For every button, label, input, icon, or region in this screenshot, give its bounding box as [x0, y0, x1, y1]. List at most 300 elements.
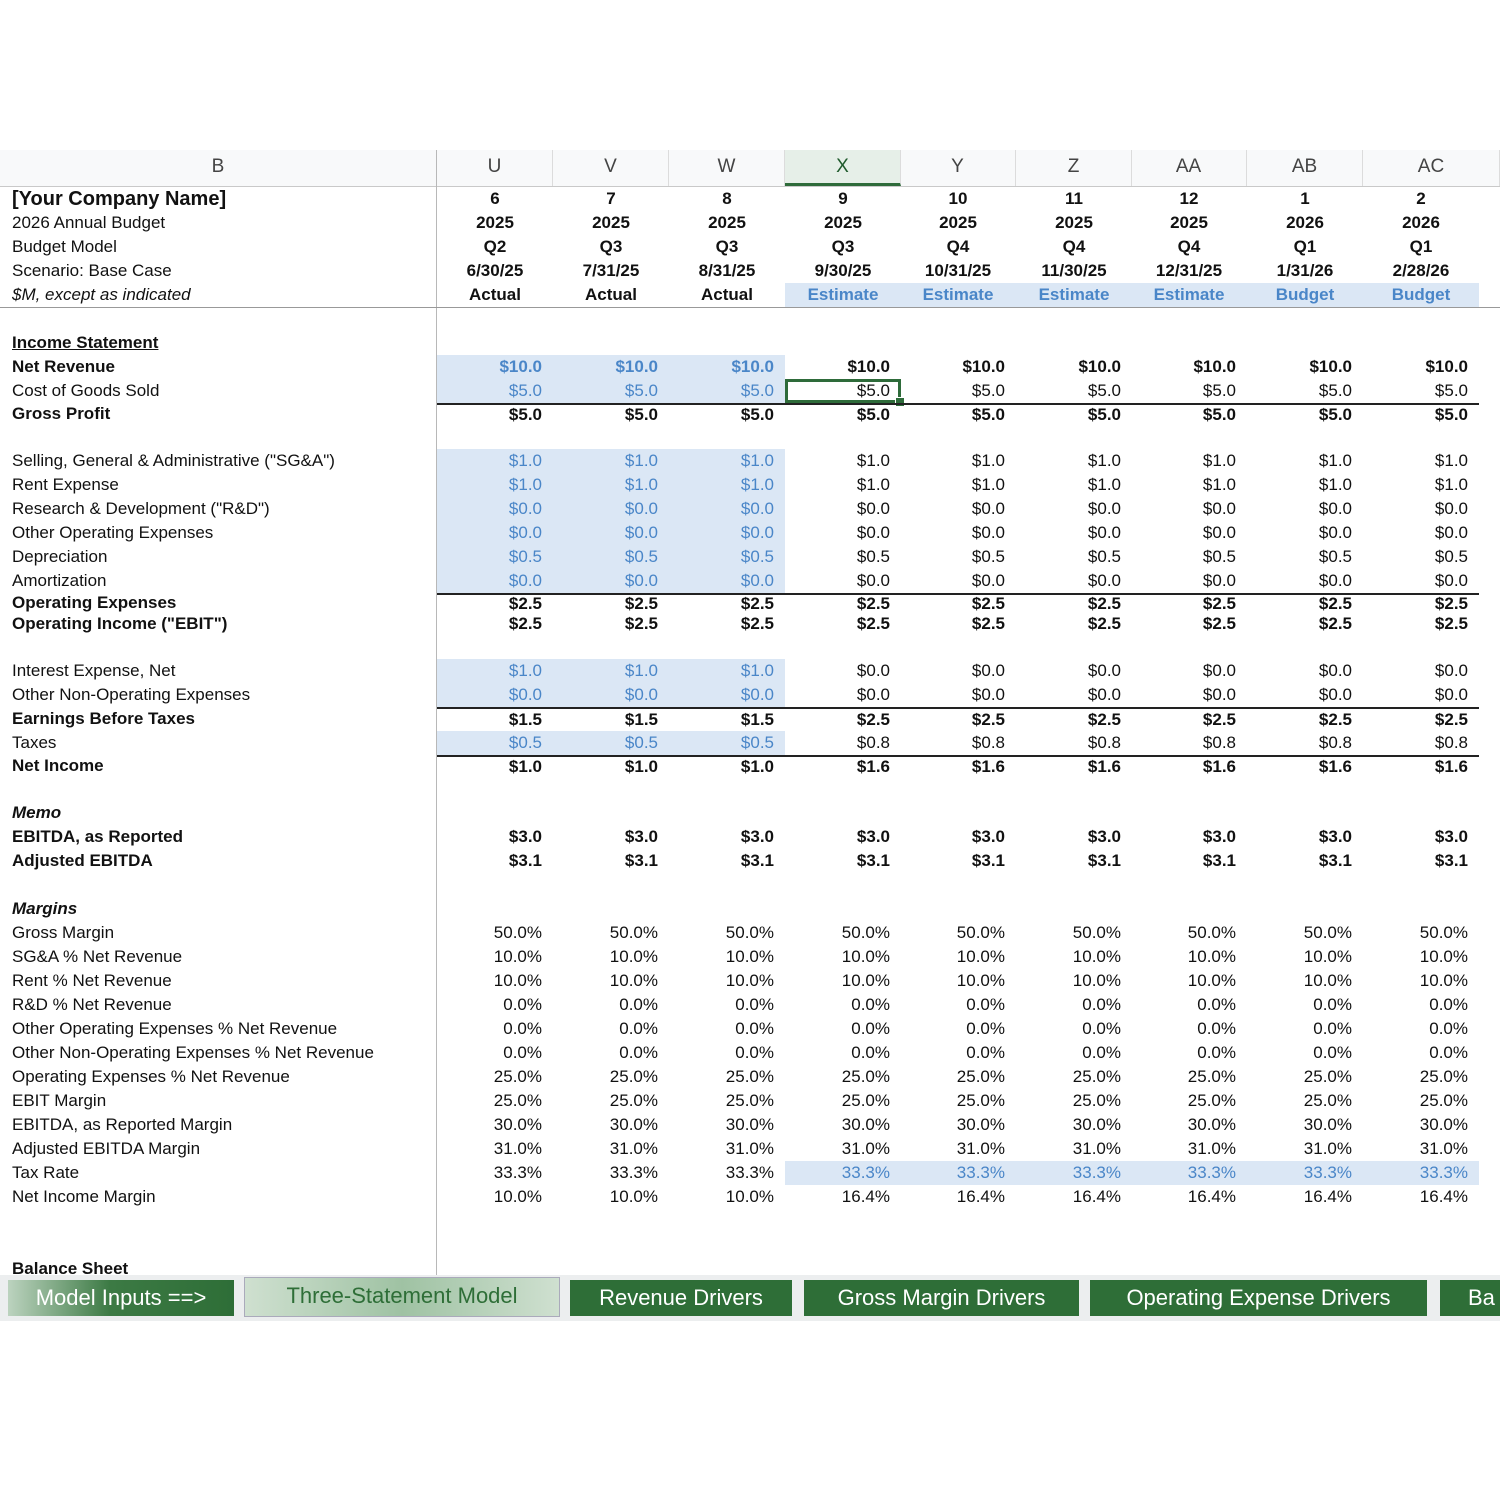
row-label[interactable]: Gross Profit: [12, 404, 111, 423]
cell-value[interactable]: 10.0%: [493, 1187, 542, 1206]
period-date[interactable]: 2/28/26: [1392, 261, 1450, 280]
period-type[interactable]: Actual: [585, 285, 637, 304]
cell-value[interactable]: $0.5: [856, 547, 890, 566]
section-title[interactable]: Income Statement: [12, 333, 159, 352]
cell-value[interactable]: $1.0: [669, 473, 785, 497]
title-line[interactable]: 2026 Annual Budget: [12, 213, 166, 232]
row-label[interactable]: Operating Expenses: [12, 593, 177, 612]
cell-value[interactable]: $0.0: [971, 685, 1005, 704]
cell-value[interactable]: 50.0%: [956, 923, 1005, 942]
cell-value[interactable]: $0.5: [1318, 547, 1352, 566]
cell-value[interactable]: 10.0%: [609, 947, 658, 966]
cell-value[interactable]: $2.5: [1016, 593, 1132, 613]
cell-value[interactable]: $0.8: [1202, 733, 1236, 752]
cell-value[interactable]: $1.0: [1202, 451, 1236, 470]
cell-value[interactable]: $2.5: [1318, 614, 1352, 633]
period-year[interactable]: 2025: [1170, 213, 1208, 232]
cell-value[interactable]: 31.0%: [609, 1139, 658, 1158]
cell-value[interactable]: $1.0: [971, 451, 1005, 470]
cell-value[interactable]: $0.0: [971, 523, 1005, 542]
cell-value[interactable]: 31.0%: [1187, 1139, 1236, 1158]
cell-value[interactable]: 33.3%: [1363, 1161, 1479, 1185]
cell-value[interactable]: 0.0%: [1429, 1043, 1468, 1062]
cell-value[interactable]: 10.0%: [493, 971, 542, 990]
row-label[interactable]: Other Operating Expenses % Net Revenue: [12, 1019, 338, 1038]
cell-value[interactable]: $1.0: [553, 473, 669, 497]
cell-value[interactable]: 50.0%: [725, 923, 774, 942]
period-type[interactable]: Estimate: [900, 283, 1016, 307]
cell-value[interactable]: 10.0%: [1072, 947, 1121, 966]
period-type[interactable]: Budget: [1247, 283, 1363, 307]
cell-value[interactable]: 0.0%: [503, 995, 542, 1014]
cell-value[interactable]: $1.0: [669, 449, 785, 473]
row-label[interactable]: Tax Rate: [12, 1163, 80, 1182]
column-header-ab[interactable]: AB: [1247, 150, 1363, 186]
period-month[interactable]: 8: [722, 189, 732, 208]
row-label[interactable]: Operating Income ("EBIT"): [12, 614, 228, 633]
cell-value[interactable]: 0.0%: [966, 995, 1005, 1014]
cell-value[interactable]: 16.4%: [956, 1187, 1005, 1206]
cell-value[interactable]: $2.5: [1131, 593, 1247, 613]
cell-value[interactable]: $3.0: [1318, 827, 1352, 846]
cell-value[interactable]: $0.5: [669, 731, 785, 755]
cell-value[interactable]: $3.1: [1087, 851, 1121, 870]
cell-value[interactable]: 0.0%: [735, 1043, 774, 1062]
cell-value[interactable]: $0.0: [1202, 523, 1236, 542]
section-title[interactable]: Memo: [12, 803, 62, 822]
cell-value[interactable]: $5.0: [1202, 381, 1236, 400]
cell-value[interactable]: 16.4%: [1187, 1187, 1236, 1206]
cell-value[interactable]: $0.0: [437, 683, 553, 707]
cell-value[interactable]: 0.0%: [1082, 995, 1121, 1014]
column-header-x[interactable]: X: [785, 150, 901, 186]
cell-value[interactable]: $3.1: [1434, 851, 1468, 870]
cell-value[interactable]: $0.0: [553, 683, 669, 707]
cell-value[interactable]: $5.0: [1087, 381, 1121, 400]
cell-value[interactable]: $2.5: [1363, 707, 1479, 731]
cell-value[interactable]: $10.0: [1425, 357, 1468, 376]
row-label[interactable]: Rent Expense: [12, 475, 119, 494]
period-date[interactable]: 11/30/25: [1041, 261, 1107, 280]
cell-value[interactable]: $10.0: [669, 355, 785, 379]
cell-value[interactable]: 10.0%: [609, 1187, 658, 1206]
period-type[interactable]: Actual: [701, 285, 753, 304]
cell-value[interactable]: $2.5: [900, 593, 1016, 613]
sheet-tab-gross-margin-drivers[interactable]: Gross Margin Drivers: [804, 1280, 1079, 1316]
cell-value[interactable]: $0.0: [1318, 661, 1352, 680]
column-header-y[interactable]: Y: [900, 150, 1016, 186]
cell-value[interactable]: 0.0%: [619, 1019, 658, 1038]
cell-value[interactable]: 33.3%: [725, 1163, 774, 1182]
cell-value[interactable]: 10.0%: [493, 947, 542, 966]
title-line[interactable]: $M, except as indicated: [12, 285, 191, 304]
cell-value[interactable]: $0.0: [856, 571, 890, 590]
cell-value[interactable]: $0.0: [1202, 499, 1236, 518]
cell-value[interactable]: $2.5: [785, 593, 901, 613]
cell-value[interactable]: 0.0%: [1082, 1019, 1121, 1038]
sheet-tab-ba[interactable]: Ba: [1440, 1280, 1500, 1316]
row-label[interactable]: Adjusted EBITDA Margin: [12, 1139, 201, 1158]
cell-value[interactable]: $0.0: [1087, 499, 1121, 518]
cell-value[interactable]: $1.0: [437, 473, 553, 497]
cell-value[interactable]: 25.0%: [841, 1067, 890, 1086]
row-label[interactable]: Adjusted EBITDA: [12, 851, 153, 870]
cell-value[interactable]: 30.0%: [725, 1115, 774, 1134]
cell-value[interactable]: $0.8: [856, 733, 890, 752]
cell-value[interactable]: $5.0: [1318, 381, 1352, 400]
cell-value[interactable]: 33.3%: [1247, 1161, 1363, 1185]
cell-value[interactable]: $10.0: [1078, 357, 1121, 376]
cell-value[interactable]: 30.0%: [841, 1115, 890, 1134]
column-header-aa[interactable]: AA: [1131, 150, 1247, 186]
cell-value[interactable]: $2.5: [1434, 614, 1468, 633]
cell-value[interactable]: $0.0: [1087, 571, 1121, 590]
cell-value[interactable]: $5.0: [785, 379, 901, 403]
cell-value[interactable]: $0.0: [971, 661, 1005, 680]
cell-value[interactable]: 25.0%: [1072, 1091, 1121, 1110]
cell-value[interactable]: $1.0: [856, 451, 890, 470]
company-name[interactable]: [Your Company Name]: [12, 187, 227, 210]
sheet-tab-model-inputs[interactable]: Model Inputs ==>: [8, 1280, 234, 1316]
column-header-z[interactable]: Z: [1016, 150, 1132, 186]
cell-value[interactable]: 33.3%: [609, 1163, 658, 1182]
cell-value[interactable]: $1.0: [971, 475, 1005, 494]
cell-value[interactable]: $2.5: [1087, 614, 1121, 633]
cell-value[interactable]: $5.0: [437, 379, 553, 403]
sheet-tab-revenue-drivers[interactable]: Revenue Drivers: [570, 1280, 792, 1316]
cell-value[interactable]: $3.0: [1434, 827, 1468, 846]
cell-value[interactable]: $0.8: [971, 733, 1005, 752]
cell-value[interactable]: 25.0%: [1303, 1067, 1352, 1086]
period-month[interactable]: 12: [1179, 189, 1199, 208]
cell-value[interactable]: 25.0%: [1419, 1091, 1468, 1110]
cell-value[interactable]: 0.0%: [1197, 995, 1236, 1014]
cell-value[interactable]: 0.0%: [1197, 1019, 1236, 1038]
period-date[interactable]: 9/30/25: [814, 261, 872, 280]
cell-value[interactable]: $1.0: [1318, 451, 1352, 470]
period-year[interactable]: 2025: [1055, 213, 1093, 232]
cell-value[interactable]: 25.0%: [493, 1091, 542, 1110]
cell-value[interactable]: 31.0%: [956, 1139, 1005, 1158]
column-header-ac[interactable]: AC: [1363, 150, 1500, 186]
cell-value[interactable]: 30.0%: [956, 1115, 1005, 1134]
cell-value[interactable]: 31.0%: [493, 1139, 542, 1158]
cell-value[interactable]: $3.0: [1087, 827, 1121, 846]
cell-value[interactable]: $3.0: [740, 827, 774, 846]
cell-value[interactable]: $2.5: [740, 614, 774, 633]
cell-value[interactable]: $2.5: [508, 614, 542, 633]
cell-value[interactable]: $3.0: [508, 827, 542, 846]
period-year[interactable]: 2025: [824, 213, 862, 232]
cell-value[interactable]: $2.5: [1202, 614, 1236, 633]
cell-value[interactable]: 50.0%: [1419, 923, 1468, 942]
cell-value[interactable]: $3.0: [971, 827, 1005, 846]
cell-value[interactable]: 10.0%: [725, 947, 774, 966]
row-label[interactable]: Research & Development ("R&D"): [12, 499, 270, 518]
cell-value[interactable]: $1.0: [1434, 451, 1468, 470]
cell-value[interactable]: $0.0: [1318, 685, 1352, 704]
cell-value[interactable]: $10.0: [1193, 357, 1236, 376]
cell-value[interactable]: 0.0%: [1429, 1019, 1468, 1038]
row-label[interactable]: Other Operating Expenses: [12, 523, 214, 542]
cell-value[interactable]: $0.0: [437, 521, 553, 545]
period-year[interactable]: 2025: [476, 213, 514, 232]
cell-value[interactable]: $0.5: [1202, 547, 1236, 566]
cell-value[interactable]: 0.0%: [1429, 995, 1468, 1014]
cell-value[interactable]: 10.0%: [725, 971, 774, 990]
title-line[interactable]: Scenario: Base Case: [12, 261, 172, 280]
cell-value[interactable]: $1.6: [785, 755, 901, 777]
cell-value[interactable]: $5.0: [1434, 381, 1468, 400]
period-month[interactable]: 6: [490, 189, 500, 208]
cell-value[interactable]: 0.0%: [851, 1019, 890, 1038]
period-year[interactable]: 2026: [1286, 213, 1324, 232]
cell-value[interactable]: 0.0%: [503, 1043, 542, 1062]
period-date[interactable]: 1/31/26: [1276, 261, 1334, 280]
period-month[interactable]: 10: [948, 189, 968, 208]
cell-value[interactable]: $0.8: [1434, 733, 1468, 752]
cell-value[interactable]: $0.5: [437, 545, 553, 569]
row-label[interactable]: Net Income Margin: [12, 1187, 156, 1206]
row-label[interactable]: Interest Expense, Net: [12, 661, 176, 680]
cell-value[interactable]: $1.0: [669, 755, 785, 777]
cell-value[interactable]: 0.0%: [1082, 1043, 1121, 1062]
cell-value[interactable]: $0.0: [1087, 523, 1121, 542]
cell-value[interactable]: $0.0: [971, 571, 1005, 590]
cell-value[interactable]: $0.0: [553, 521, 669, 545]
cell-value[interactable]: 25.0%: [493, 1067, 542, 1086]
cell-value[interactable]: 25.0%: [1187, 1091, 1236, 1110]
cell-value[interactable]: $0.0: [553, 497, 669, 521]
cell-value[interactable]: 31.0%: [841, 1139, 890, 1158]
period-quarter[interactable]: Q1: [1409, 237, 1433, 256]
period-quarter[interactable]: Q4: [1177, 237, 1201, 256]
cell-value[interactable]: 25.0%: [609, 1067, 658, 1086]
period-type[interactable]: Budget: [1363, 283, 1479, 307]
row-label[interactable]: Selling, General & Administrative ("SG&A"): [12, 451, 335, 470]
cell-value[interactable]: $0.0: [1202, 571, 1236, 590]
cell-value[interactable]: $2.5: [1131, 707, 1247, 731]
cell-value[interactable]: $0.0: [1434, 523, 1468, 542]
row-label[interactable]: Net Income: [12, 756, 104, 775]
column-header-w[interactable]: W: [669, 150, 785, 186]
cell-value[interactable]: $1.0: [437, 449, 553, 473]
row-label[interactable]: Net Revenue: [12, 357, 115, 376]
cell-value[interactable]: $0.5: [1434, 547, 1468, 566]
cell-value[interactable]: 10.0%: [1303, 971, 1352, 990]
cell-value[interactable]: $1.5: [437, 707, 553, 731]
cell-value[interactable]: 50.0%: [493, 923, 542, 942]
row-label[interactable]: R&D % Net Revenue: [12, 995, 172, 1014]
cell-value[interactable]: $1.5: [553, 707, 669, 731]
period-quarter[interactable]: Q3: [599, 237, 623, 256]
cell-value[interactable]: $1.0: [437, 659, 553, 683]
row-label[interactable]: Operating Expenses % Net Revenue: [12, 1067, 290, 1086]
cell-value[interactable]: 16.4%: [1419, 1187, 1468, 1206]
cell-value[interactable]: $3.1: [1318, 851, 1352, 870]
cell-value[interactable]: $0.0: [856, 523, 890, 542]
period-month[interactable]: 9: [838, 189, 848, 208]
cell-value[interactable]: 33.3%: [900, 1161, 1016, 1185]
cell-value[interactable]: 25.0%: [956, 1091, 1005, 1110]
cell-value[interactable]: 0.0%: [1313, 995, 1352, 1014]
period-type[interactable]: Estimate: [1016, 283, 1132, 307]
cell-value[interactable]: 30.0%: [1303, 1115, 1352, 1134]
column-header-b[interactable]: B: [0, 150, 437, 186]
cell-value[interactable]: $5.0: [553, 403, 669, 425]
cell-value[interactable]: $5.0: [669, 379, 785, 403]
cell-value[interactable]: $2.5: [437, 593, 553, 613]
cell-value[interactable]: 50.0%: [1303, 923, 1352, 942]
cell-value[interactable]: $0.0: [1434, 571, 1468, 590]
cell-value[interactable]: $1.0: [553, 755, 669, 777]
cell-value[interactable]: 10.0%: [1419, 971, 1468, 990]
cell-value[interactable]: $0.0: [669, 683, 785, 707]
cell-value[interactable]: $3.1: [1202, 851, 1236, 870]
cell-value[interactable]: 0.0%: [735, 1019, 774, 1038]
period-date[interactable]: 12/31/25: [1155, 261, 1223, 280]
cell-value[interactable]: 31.0%: [725, 1139, 774, 1158]
cell-value[interactable]: 25.0%: [956, 1067, 1005, 1086]
row-label[interactable]: SG&A % Net Revenue: [12, 947, 183, 966]
cell-value[interactable]: $1.0: [553, 449, 669, 473]
column-header-u[interactable]: U: [437, 150, 553, 186]
cell-value[interactable]: 10.0%: [725, 1187, 774, 1206]
period-type[interactable]: Estimate: [785, 283, 901, 307]
period-date[interactable]: 6/30/25: [466, 261, 524, 280]
cell-value[interactable]: $0.0: [1434, 661, 1468, 680]
cell-value[interactable]: $0.0: [1202, 685, 1236, 704]
period-quarter[interactable]: Q4: [946, 237, 970, 256]
cell-value[interactable]: 0.0%: [966, 1043, 1005, 1062]
cell-value[interactable]: $1.0: [1202, 475, 1236, 494]
cell-value[interactable]: $3.1: [856, 851, 890, 870]
cell-value[interactable]: $0.0: [1318, 499, 1352, 518]
sheet-tab-operating-expense-drivers[interactable]: Operating Expense Drivers: [1090, 1280, 1427, 1316]
row-label[interactable]: Depreciation: [12, 547, 108, 566]
cell-value[interactable]: 0.0%: [735, 995, 774, 1014]
period-date[interactable]: 8/31/25: [698, 261, 756, 280]
cell-value[interactable]: $2.5: [900, 707, 1016, 731]
row-label[interactable]: Other Non-Operating Expenses % Net Revenue: [12, 1043, 374, 1062]
cell-value[interactable]: $5.0: [971, 381, 1005, 400]
cell-value[interactable]: $3.0: [1202, 827, 1236, 846]
cell-value[interactable]: $5.0: [669, 403, 785, 425]
cell-value[interactable]: 30.0%: [493, 1115, 542, 1134]
cell-value[interactable]: $0.0: [1434, 499, 1468, 518]
cell-value[interactable]: 30.0%: [609, 1115, 658, 1134]
cell-value[interactable]: $3.1: [971, 851, 1005, 870]
cell-value[interactable]: 10.0%: [1419, 947, 1468, 966]
period-year[interactable]: 2026: [1402, 213, 1440, 232]
cell-value[interactable]: $1.6: [900, 755, 1016, 777]
period-month[interactable]: 11: [1065, 189, 1083, 208]
column-header-v[interactable]: V: [553, 150, 669, 186]
cell-value[interactable]: $2.5: [1016, 707, 1132, 731]
cell-value[interactable]: $10.0: [962, 357, 1005, 376]
cell-value[interactable]: $5.0: [553, 379, 669, 403]
cell-value[interactable]: $0.8: [1087, 733, 1121, 752]
cell-value[interactable]: $3.0: [856, 827, 890, 846]
cell-value[interactable]: 0.0%: [619, 995, 658, 1014]
cell-value[interactable]: 10.0%: [609, 971, 658, 990]
cell-value[interactable]: $2.5: [971, 614, 1005, 633]
cell-value[interactable]: 10.0%: [956, 971, 1005, 990]
cell-value[interactable]: $1.0: [1318, 475, 1352, 494]
row-label[interactable]: EBIT Margin: [12, 1091, 107, 1110]
row-label[interactable]: EBITDA, as Reported: [12, 827, 183, 846]
cell-value[interactable]: $10.0: [1309, 357, 1352, 376]
cell-value[interactable]: $10.0: [437, 355, 553, 379]
cell-value[interactable]: $0.5: [553, 731, 669, 755]
cell-value[interactable]: 0.0%: [851, 1043, 890, 1062]
cell-value[interactable]: 0.0%: [851, 995, 890, 1014]
cell-value[interactable]: $0.0: [1087, 661, 1121, 680]
cell-value[interactable]: $0.0: [1087, 685, 1121, 704]
cell-value[interactable]: $0.0: [1434, 685, 1468, 704]
period-year[interactable]: 2025: [939, 213, 977, 232]
row-label[interactable]: Other Non-Operating Expenses: [12, 685, 251, 704]
cell-value[interactable]: $0.0: [1318, 571, 1352, 590]
cell-value[interactable]: 0.0%: [966, 1019, 1005, 1038]
cell-value[interactable]: $10.0: [553, 355, 669, 379]
cell-value[interactable]: 33.3%: [785, 1161, 901, 1185]
cell-value[interactable]: $5.0: [1247, 403, 1363, 425]
row-label[interactable]: Amortization: [12, 571, 107, 590]
cell-value[interactable]: 50.0%: [1072, 923, 1121, 942]
cell-value[interactable]: $3.1: [624, 851, 658, 870]
cell-value[interactable]: $1.0: [1087, 475, 1121, 494]
cell-value[interactable]: $0.0: [971, 499, 1005, 518]
cell-value[interactable]: $2.5: [1363, 593, 1479, 613]
cell-value[interactable]: 10.0%: [1187, 947, 1236, 966]
cell-value[interactable]: 0.0%: [619, 1043, 658, 1062]
period-quarter[interactable]: Q2: [483, 237, 507, 256]
cell-value[interactable]: $5.0: [437, 403, 553, 425]
cell-value[interactable]: 25.0%: [725, 1091, 774, 1110]
cell-value[interactable]: $1.5: [669, 707, 785, 731]
row-label[interactable]: Rent % Net Revenue: [12, 971, 172, 990]
cell-value[interactable]: $2.5: [553, 593, 669, 613]
cell-value[interactable]: 25.0%: [841, 1091, 890, 1110]
period-date[interactable]: 7/31/25: [582, 261, 640, 280]
cell-value[interactable]: $0.0: [669, 497, 785, 521]
cell-value[interactable]: $5.0: [1016, 403, 1132, 425]
cell-value[interactable]: 10.0%: [1303, 947, 1352, 966]
cell-value[interactable]: 31.0%: [1072, 1139, 1121, 1158]
cell-value[interactable]: $0.0: [437, 497, 553, 521]
cell-value[interactable]: $0.0: [856, 661, 890, 680]
cell-value[interactable]: 0.0%: [1313, 1019, 1352, 1038]
cell-value[interactable]: $5.0: [900, 403, 1016, 425]
title-line[interactable]: Budget Model: [12, 237, 117, 256]
cell-value[interactable]: $2.5: [624, 614, 658, 633]
cell-value[interactable]: $0.5: [437, 731, 553, 755]
cell-value[interactable]: 0.0%: [503, 1019, 542, 1038]
row-label[interactable]: Earnings Before Taxes: [12, 709, 195, 728]
period-year[interactable]: 2025: [592, 213, 630, 232]
row-label[interactable]: Cost of Goods Sold: [12, 381, 160, 400]
cell-value[interactable]: $1.0: [1434, 475, 1468, 494]
cell-value[interactable]: $2.5: [785, 707, 901, 731]
period-quarter[interactable]: Q4: [1062, 237, 1086, 256]
cell-value[interactable]: $1.0: [1087, 451, 1121, 470]
cell-value[interactable]: $0.0: [1318, 523, 1352, 542]
cell-value[interactable]: 25.0%: [1303, 1091, 1352, 1110]
cell-value[interactable]: $1.0: [856, 475, 890, 494]
cell-value[interactable]: $0.5: [971, 547, 1005, 566]
cell-value[interactable]: 50.0%: [1187, 923, 1236, 942]
